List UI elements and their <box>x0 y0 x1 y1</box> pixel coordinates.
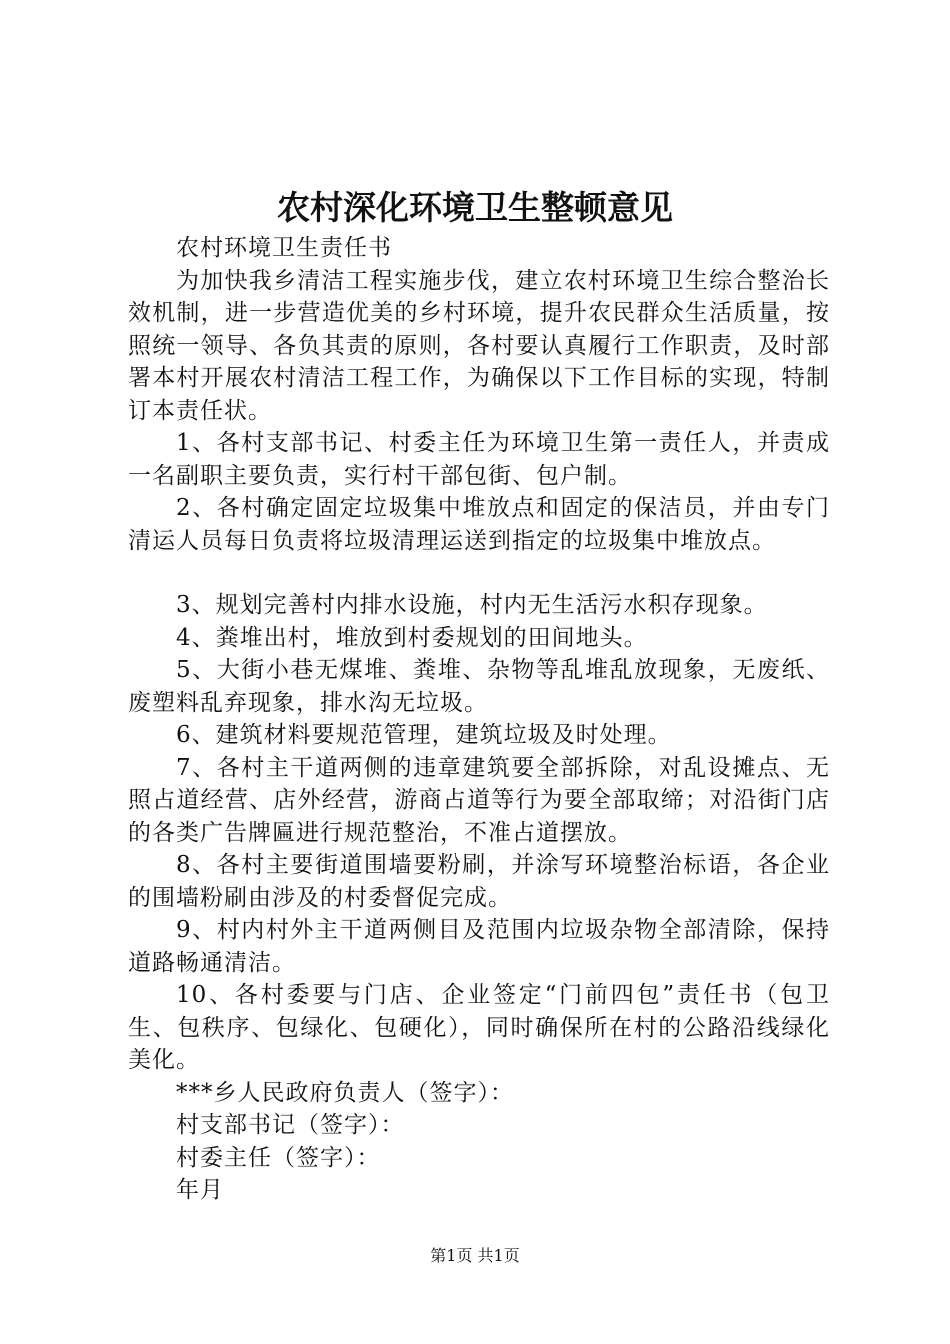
item-1: 1、各村支部书记、村委主任为环境卫生第一责任人，并责成一名副职主要负责，实行村干部包街、包户制。 <box>128 430 830 489</box>
item-8: 8、各村主要街道围墙要粉刷，并涂写环境整治标语，各企业的围墙粉刷由涉及的村委督促完成。 <box>128 852 830 911</box>
signature-village-director: 村委主任（签字）： <box>176 1144 381 1171</box>
item-9: 9、村内村外主干道两侧目及范围内垃圾杂物全部清除，保持道路畅通清洁。 <box>128 917 830 976</box>
intro-paragraph: 为加快我乡清洁工程实施步伐，建立农村环境卫生综合整治长效机制，进一步营造优美的乡村环境，提升农民群众生活质量，按照统一领导、各负其责的原则，各村要认真履行工作职责，及时部署本村开展农村清洁工程工作，为确保以下工作目标的实现，特制订本责任状。 <box>128 267 830 424</box>
item-7: 7、各村主干道两侧的违章建筑要全部拆除，对乱设摊点、无照占道经营、店外经营，游商占道等行为要全部取缔；对沿街门店的各类广告牌匾进行规范整治，不准占道摆放。 <box>128 754 830 846</box>
document-body <box>128 232 830 1207</box>
item-6: 6、建筑材料要规范管理，建筑垃圾及时处理。 <box>176 722 672 748</box>
item-3: 3、规划完善村内排水设施，村内无生活污水积存现象。 <box>176 592 768 618</box>
blank-line <box>128 557 830 589</box>
item-2: 2、各村确定固定垃圾集中堆放点和固定的保洁员，并由专门清运人员每日负责将垃圾清理运送到指定的垃圾集中堆放点。 <box>128 495 830 554</box>
document-subtitle: 农村环境卫生责任书 <box>176 235 392 261</box>
signature-date: 年月 <box>176 1177 224 1203</box>
item-4: 4、粪堆出村，堆放到村委规划的田间地头。 <box>176 624 648 651</box>
page-footer: 第1页 共1页 <box>430 1246 520 1265</box>
signature-party-secretary: 村支部书记（签字）： <box>176 1112 405 1138</box>
item-10: 10、各村委要与门店、企业签定“门前四包”责任书（包卫生、包秩序、包绿化、包硬化），同时确保所在村的公路沿线绿化美化。 <box>128 982 830 1073</box>
document-title: 农村深化环境卫生整顿意见 <box>277 188 673 227</box>
signature-township-head: ***乡人民政府负责人（签字）： <box>176 1079 514 1106</box>
item-5: 5、大街小巷无煤堆、粪堆、杂物等乱堆乱放现象，无废纸、废塑料乱弃现象，排水沟无垃圾。 <box>128 657 830 716</box>
